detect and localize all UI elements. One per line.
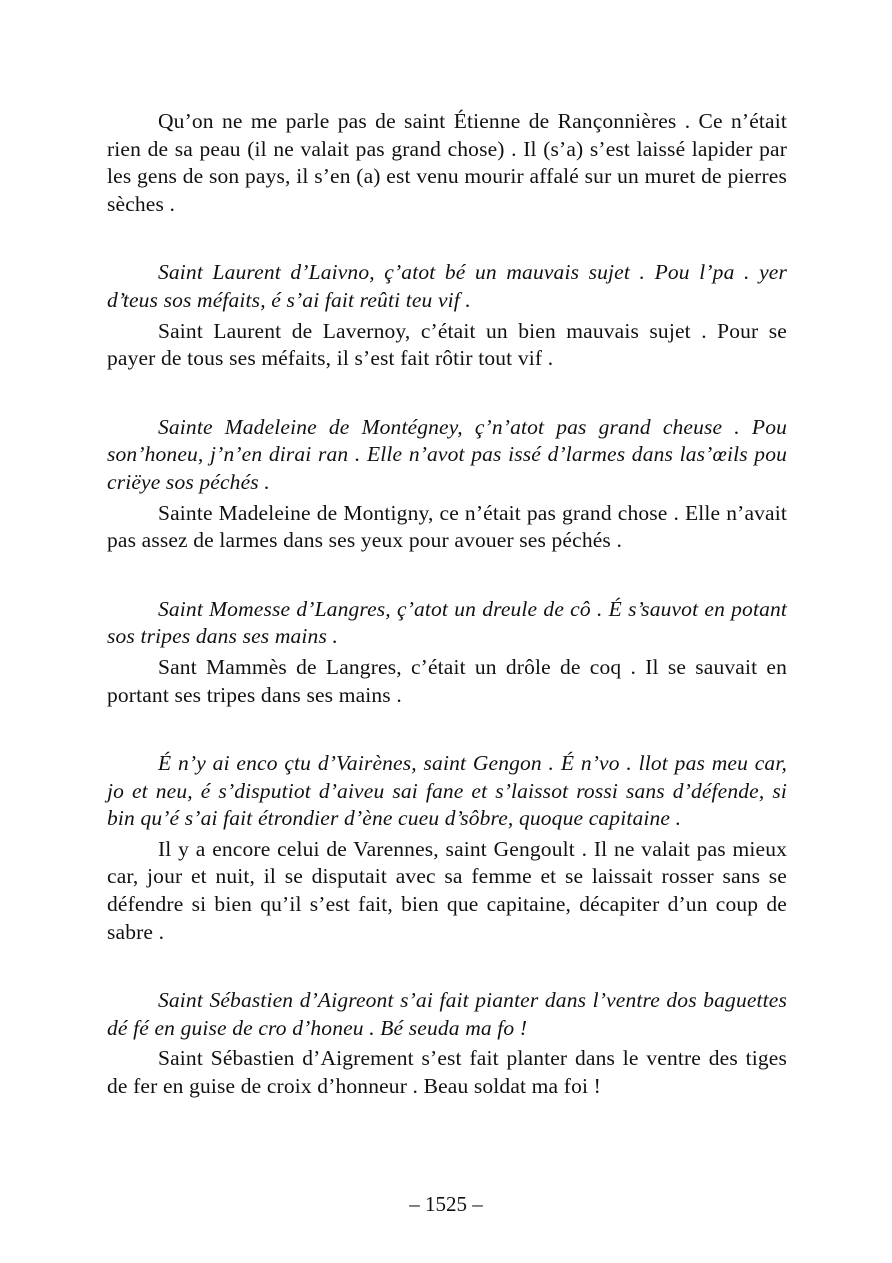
- patois-paragraph: É n’y ai enco çtu d’Vairènes, saint Gengon . É n’vo . llot pas meu car, jo et neu, é s’disputiot d’aiveu sai fane et s’laissot rossi sans d’défende, si bin qu’é s’ai fait étrondier d’ène cueu d’sôbre, quoque capitaine .: [107, 751, 787, 831]
- text-block-3: [107, 414, 787, 555]
- french-paragraph: Saint Sébastien d’Aigrement s’est fait planter dans le ventre des tiges de fer en guise de croix d’honneur . Beau soldat ma foi !: [107, 1046, 787, 1099]
- text-block-6: [107, 987, 787, 1100]
- text-block-4: [107, 596, 787, 709]
- page-number: – 1525 –: [409, 1192, 483, 1216]
- french-paragraph: Il y a encore celui de Varennes, saint Gengoult . Il ne valait pas mieux car, jour et nuit, il se disputait avec sa femme et se laissait rosser sans se défendre si bien qu’il s’est fait, bien que capitaine, décapiter d’un coup de sabre .: [107, 836, 787, 944]
- text-block-2: [107, 259, 787, 372]
- patois-paragraph: Saint Laurent d’Laivno, ç’atot bé un mauvais sujet . Pou l’pa . yer d’teus sos méfaits, é s’ai fait reûti teu vif .: [107, 260, 787, 312]
- text-block-5: [107, 750, 787, 946]
- patois-paragraph: Sainte Madeleine de Montégney, ç’n’atot pas grand cheuse . Pou son’honeu, j’n’en dirai ran . Elle n’avot pas issé d’larmes dans las’œils pou criëye sos péchés .: [107, 414, 787, 494]
- french-paragraph: Sainte Madeleine de Montigny, ce n’était pas grand chose . Elle n’avait pas assez de larmes dans ses yeux pour avouer ses péchés .: [107, 500, 787, 553]
- patois-paragraph: Saint Sébastien d’Aigreont s’ai fait pianter dans l’ventre dos baguettes dé fé en guise de cro d’honeu . Bé seuda ma fo !: [107, 988, 787, 1040]
- page-body: [107, 108, 787, 1142]
- text-block-1: [107, 108, 787, 218]
- french-paragraph: Saint Laurent de Lavernoy, c’était un bien mauvais sujet . Pour se payer de tous ses méfaits, il s’est fait rôtir tout vif .: [107, 318, 787, 371]
- french-paragraph: Qu’on ne me parle pas de saint Étienne de Rançonnières . Ce n’était rien de sa peau (il ne valait pas grand chose) . Il (s’a) s’est laissé lapider par les gens de son pays, il s’en (a) est venu mourir affalé sur un muret de pierres sèches .: [107, 109, 787, 216]
- french-paragraph: Sant Mammès de Langres, c’était un drôle de coq . Il se sauvait en portant ses tripes dans ses mains .: [107, 654, 787, 707]
- patois-paragraph: Saint Momesse d’Langres, ç’atot un dreule de cô . É s’sauvot en potant sos tripes dans ses mains .: [107, 596, 787, 649]
